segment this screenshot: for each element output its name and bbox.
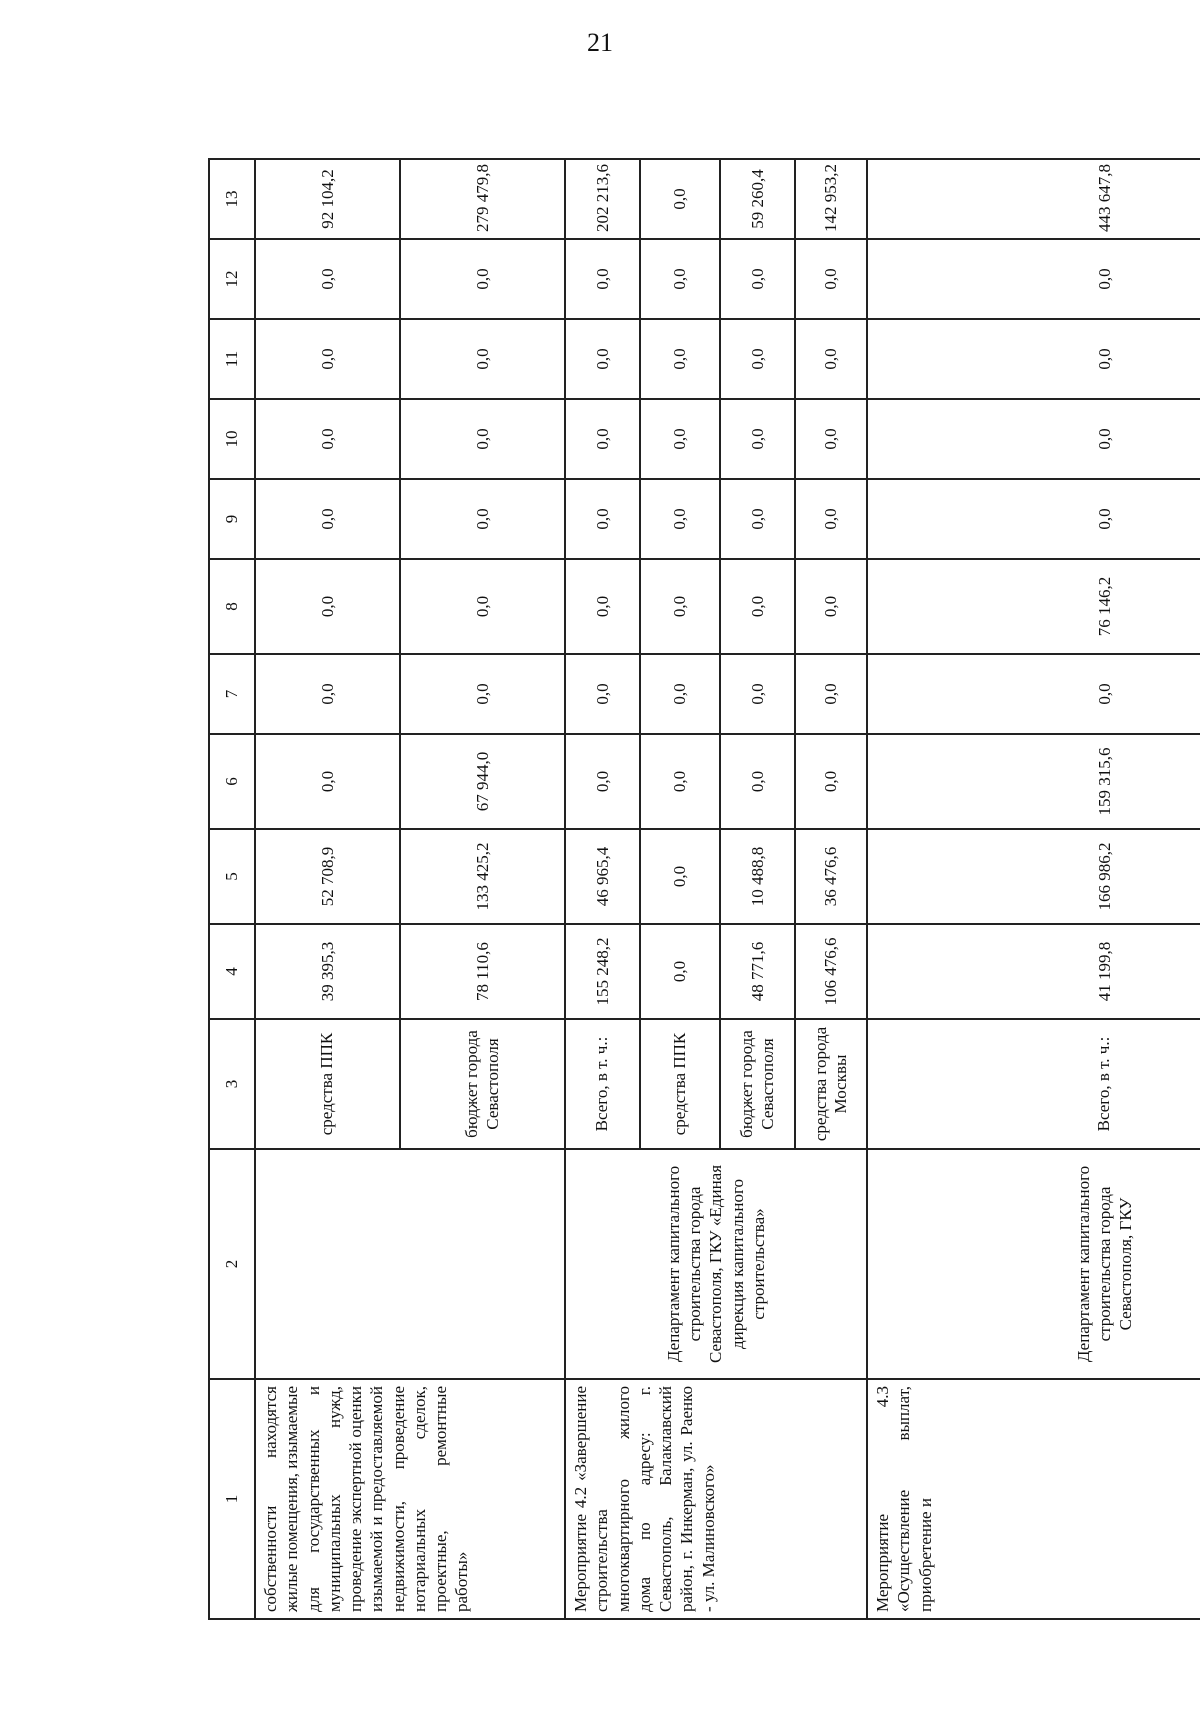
value-cell: 106 476,6 (795, 924, 867, 1019)
value-cell: 0,0 (795, 239, 867, 319)
header-cell: 9 (209, 479, 255, 559)
table-row (255, 159, 400, 1619)
value-cell: 0,0 (720, 399, 795, 479)
value-cell: 202 213,6 (565, 159, 640, 239)
value-cell: 67 944,0 (400, 734, 565, 829)
value-cell: 52 708,9 (255, 829, 400, 924)
value-cell: 0,0 (867, 239, 1200, 319)
value-cell: 0,0 (565, 319, 640, 399)
header-cell: 6 (209, 734, 255, 829)
value-cell: 0,0 (640, 924, 720, 1019)
value-cell: 0,0 (255, 319, 400, 399)
value-cell: 0,0 (400, 319, 565, 399)
executor-cell: Департамент капитального строительства города Севастополя, ГКУ (867, 1149, 1200, 1379)
value-cell: 0,0 (640, 159, 720, 239)
value-cell: 0,0 (795, 479, 867, 559)
value-cell: 0,0 (400, 479, 565, 559)
funding-source: бюджет города Севастополя (720, 1019, 795, 1149)
value-cell: 0,0 (720, 654, 795, 734)
value-cell: 0,0 (720, 479, 795, 559)
executor-cell: Департамент капитального строительства города Севастополя, ГКУ «Единая дирекция капитального строительства» (565, 1149, 867, 1379)
header-cell: 4 (209, 924, 255, 1019)
value-cell: 0,0 (255, 734, 400, 829)
value-cell: 0,0 (720, 319, 795, 399)
value-cell: 0,0 (565, 559, 640, 654)
value-cell: 0,0 (640, 239, 720, 319)
header-cell: 8 (209, 559, 255, 654)
value-cell: 0,0 (255, 239, 400, 319)
funding-source: средства города Москвы (795, 1019, 867, 1149)
value-cell: 166 986,2 (867, 829, 1200, 924)
value-cell: 0,0 (400, 399, 565, 479)
value-cell: 0,0 (867, 319, 1200, 399)
funding-source: Всего, в т. ч.: (867, 1019, 1200, 1149)
value-cell: 159 315,6 (867, 734, 1200, 829)
table-row (867, 159, 1200, 1619)
value-cell: 0,0 (795, 654, 867, 734)
value-cell: 46 965,4 (565, 829, 640, 924)
value-cell: 76 146,2 (867, 559, 1200, 654)
value-cell: 0,0 (565, 734, 640, 829)
value-cell: 0,0 (720, 559, 795, 654)
value-cell: 0,0 (640, 829, 720, 924)
value-cell: 0,0 (400, 239, 565, 319)
value-cell: 155 248,2 (565, 924, 640, 1019)
header-cell: 3 (209, 1019, 255, 1149)
value-cell: 36 476,6 (795, 829, 867, 924)
budget-table (208, 158, 1200, 1620)
value-cell: 0,0 (640, 479, 720, 559)
funding-source: средства ППК (255, 1019, 400, 1149)
header-cell: 10 (209, 399, 255, 479)
value-cell: 0,0 (640, 319, 720, 399)
header-cell: 5 (209, 829, 255, 924)
value-cell: 0,0 (400, 559, 565, 654)
value-cell: 0,0 (867, 479, 1200, 559)
value-cell: 10 488,8 (720, 829, 795, 924)
value-cell: 0,0 (720, 239, 795, 319)
value-cell: 142 953,2 (795, 159, 867, 239)
funding-source: Всего, в т. ч.: (565, 1019, 640, 1149)
rotated-table-wrapper (208, 160, 1200, 1620)
funding-source: бюджет города Севастополя (400, 1019, 565, 1149)
measure-description: Мероприятие 4.2 «Завершение строительства многоквартирного жилого дома по адресу: г. Севастополь, Балаклавский район, г. Инкерман, ул. Раенко - ул. Малиновского» (565, 1379, 867, 1619)
value-cell: 78 110,6 (400, 924, 565, 1019)
value-cell: 0,0 (795, 399, 867, 479)
value-cell: 0,0 (795, 734, 867, 829)
value-cell: 0,0 (255, 399, 400, 479)
value-cell: 0,0 (565, 399, 640, 479)
value-cell: 0,0 (720, 734, 795, 829)
header-row (209, 159, 255, 1619)
value-cell: 39 395,3 (255, 924, 400, 1019)
value-cell: 133 425,2 (400, 829, 565, 924)
value-cell: 0,0 (255, 479, 400, 559)
header-cell: 1 (209, 1379, 255, 1619)
value-cell: 0,0 (565, 239, 640, 319)
value-cell: 443 647,8 (867, 159, 1200, 239)
executor-cell (255, 1149, 565, 1379)
header-cell: 11 (209, 319, 255, 399)
table-row (565, 159, 640, 1619)
header-cell: 7 (209, 654, 255, 734)
header-cell: 13 (209, 159, 255, 239)
value-cell: 0,0 (795, 319, 867, 399)
measure-description: собственности находятся жилые помещения, изымаемые для государственных и муниципальных нужд, проведение экспертной оценки изымаемой и предоставляемой недвижимости, проведение нотариальных сделок, проектные, ремонтные работы» (255, 1379, 565, 1619)
value-cell: 0,0 (255, 654, 400, 734)
value-cell: 0,0 (565, 654, 640, 734)
value-cell: 0,0 (867, 654, 1200, 734)
funding-source: средства ППК (640, 1019, 720, 1149)
value-cell: 0,0 (867, 399, 1200, 479)
value-cell: 279 479,8 (400, 159, 565, 239)
header-cell: 2 (209, 1149, 255, 1379)
value-cell: 0,0 (255, 559, 400, 654)
value-cell: 0,0 (795, 559, 867, 654)
value-cell: 41 199,8 (867, 924, 1200, 1019)
value-cell: 0,0 (640, 654, 720, 734)
value-cell: 0,0 (565, 479, 640, 559)
value-cell: 0,0 (640, 559, 720, 654)
value-cell: 92 104,2 (255, 159, 400, 239)
value-cell: 0,0 (640, 399, 720, 479)
page-number: 21 (587, 28, 613, 57)
measure-description: Мероприятие 4.3 «Осуществление выплат, приобретение и (867, 1379, 1200, 1619)
value-cell: 0,0 (400, 654, 565, 734)
header-cell: 12 (209, 239, 255, 319)
value-cell: 59 260,4 (720, 159, 795, 239)
value-cell: 48 771,6 (720, 924, 795, 1019)
value-cell: 0,0 (640, 734, 720, 829)
